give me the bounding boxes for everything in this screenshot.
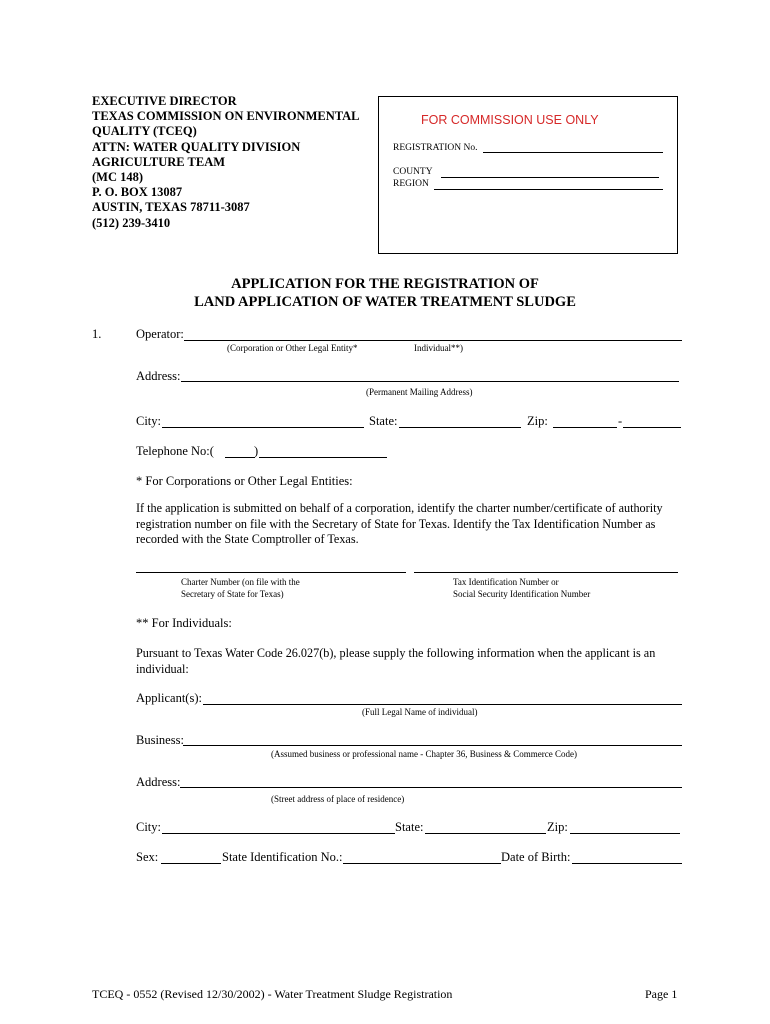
operator-field[interactable] [184,340,682,341]
footer-form-id: TCEQ - 0552 (Revised 12/30/2002) - Water Treatment Sludge Registration [92,987,453,1001]
paragraph-line: individual: [136,661,189,676]
state-field[interactable] [399,427,521,428]
business-label: Business: [136,733,184,747]
charter-number-field[interactable] [136,572,406,573]
commission-use-title: FOR COMMISSION USE ONLY [421,113,599,127]
tax-id-field[interactable] [414,572,678,573]
applicant-field[interactable] [203,704,682,705]
residence-zip-label: Zip: [547,820,568,834]
hint-line: Charter Number (on file with the [181,577,300,587]
residence-state-field[interactable] [425,833,546,834]
residence-zip-field[interactable] [570,833,680,834]
paragraph-line: registration number on file with the Secretary of State for Texas. Identify the Tax Identification Number as [136,516,656,531]
telephone-label: Telephone No:( [136,444,214,458]
zip-field[interactable] [553,427,617,428]
corporation-paragraph [136,501,663,548]
telephone-area-code-field[interactable] [225,457,255,458]
residence-state-label: State: [395,820,424,834]
hint-line: Tax Identification Number or [453,577,559,587]
address-line: QUALITY (TCEQ) [92,124,197,139]
form-title-line-2: LAND APPLICATION OF WATER TREATMENT SLUDGE [194,294,576,310]
residence-address-field[interactable] [180,787,682,788]
address-line: P. O. BOX 13087 [92,185,183,200]
corporation-note: * For Corporations or Other Legal Entities: [136,474,353,488]
hint-line: Social Security Identification Number [453,589,591,599]
individual-paragraph [136,646,655,677]
state-id-label: State Identification No.: [222,850,343,864]
address-line: EXECUTIVE DIRECTOR [92,94,237,108]
business-field[interactable] [183,745,682,746]
county-field[interactable] [441,177,659,178]
zip-extension-field[interactable] [623,427,681,428]
individual-note: ** For Individuals: [136,616,232,630]
residence-city-label: City: [136,820,162,834]
city-label: City: [136,414,162,428]
section-number: 1. [92,327,102,341]
state-label: State: [369,414,398,428]
date-of-birth-label: Date of Birth: [501,850,571,864]
paragraph-line: If the application is submitted on behalf of a corporation, identify the charter number/certificate of authority [136,501,663,515]
zip-dash: - [618,414,623,428]
city-field[interactable] [162,427,364,428]
form-title-line-1: APPLICATION FOR THE REGISTRATION OF [231,276,539,292]
zip-label: Zip: [527,414,548,428]
date-of-birth-field[interactable] [572,863,682,864]
hint-line: Secretary of State for Texas) [181,589,284,599]
tax-id-hint [453,576,590,600]
sex-label: Sex: [136,850,159,864]
registration-number-field[interactable] [483,152,663,153]
state-id-field[interactable] [343,863,501,864]
footer-page-number: Page 1 [645,987,678,1001]
address-line: AUSTIN, TEXAS 78711-3087 [92,200,250,215]
address-line: (MC 148) [92,170,144,185]
operator-hint-individual: Individual**) [414,343,463,353]
county-label: COUNTY [393,167,433,177]
business-hint: (Assumed business or professional name - Chapter 36, Business & Commerce Code) [271,749,577,759]
address-line: TEXAS COMMISSION ON ENVIRONMENTAL [92,109,360,124]
address-line: AGRICULTURE TEAM [92,154,226,169]
commission-use-box [378,96,678,254]
agency-address-block [92,94,360,231]
residence-address-label: Address: [136,775,181,789]
sex-field[interactable] [161,863,221,864]
operator-label: Operator: [136,327,184,341]
region-label: REGION [393,179,429,189]
telephone-number-field[interactable] [259,457,387,458]
registration-number-label: REGISTRATION No. [393,143,478,153]
operator-hint-corporation: (Corporation or Other Legal Entity* [227,343,358,353]
telephone-close-paren: ) [254,444,259,458]
address-line: ATTN: WATER QUALITY DIVISION [92,139,301,154]
paragraph-line: recorded with the State Comptroller of Texas. [136,532,359,546]
paragraph-line: Pursuant to Texas Water Code 26.027(b), please supply the following information when the applicant is an [136,646,656,660]
address-line: (512) 239-3410 [92,215,171,230]
applicant-label: Applicant(s): [136,691,202,705]
address-field[interactable] [181,381,679,382]
residence-address-hint: (Street address of place of residence) [271,794,405,804]
address-label: Address: [136,369,181,383]
applicant-hint: (Full Legal Name of individual) [362,707,478,717]
charter-number-hint [181,576,300,600]
address-hint: (Permanent Mailing Address) [366,387,473,397]
region-field[interactable] [434,189,663,190]
residence-city-field[interactable] [162,833,395,834]
